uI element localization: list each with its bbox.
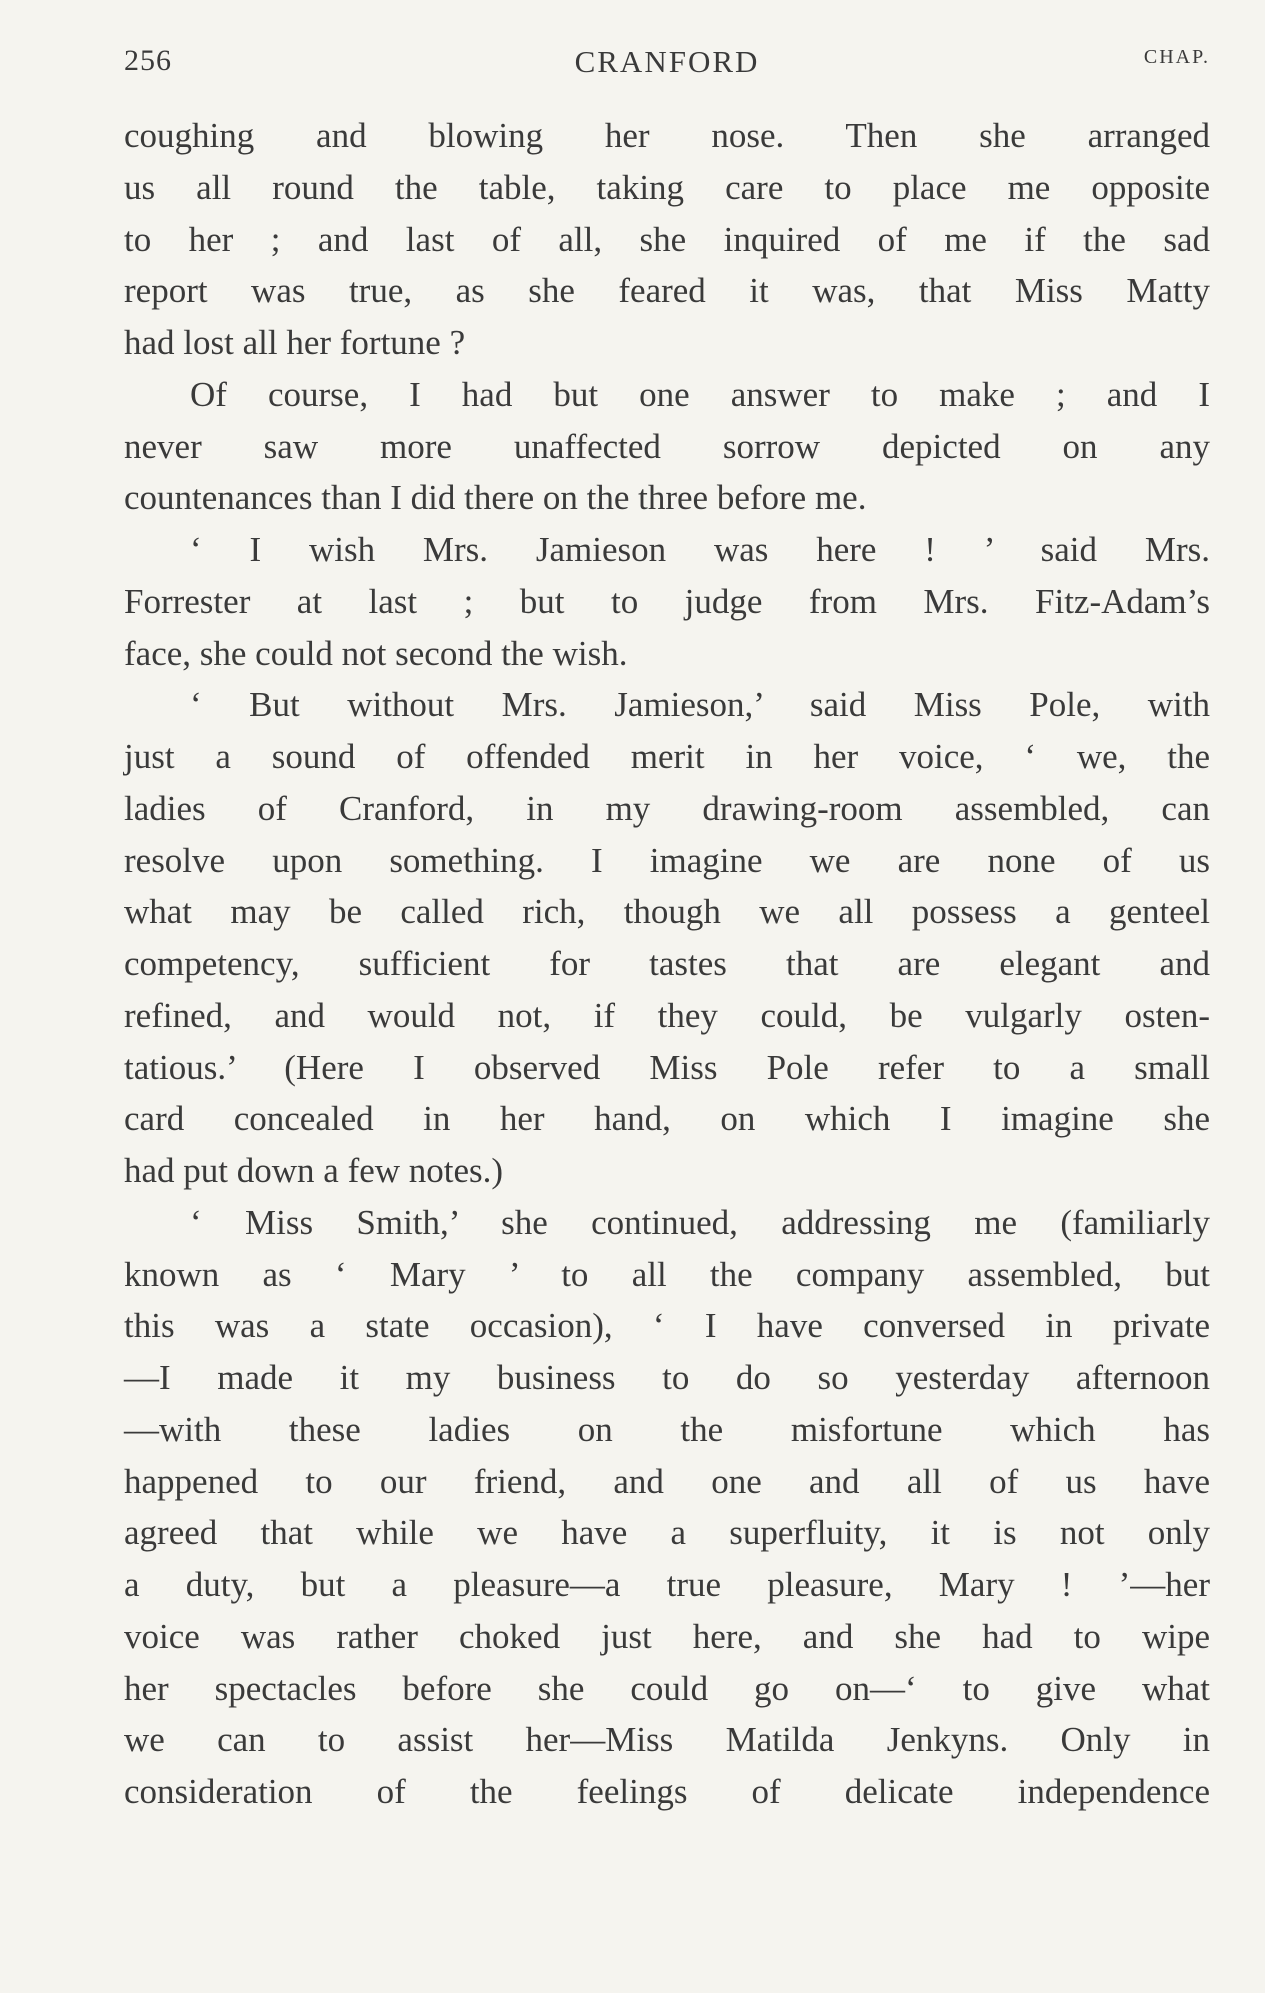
text-line: never saw more unaffected sorrow depicted on any [124, 426, 1210, 466]
text-line: consideration of the feelings of delicate independence [124, 1772, 1210, 1811]
text-line: to her ; and last of all, she inquired of me if the sad [124, 219, 1210, 259]
text-line: coughing and blowing her nose. Then she arranged [124, 116, 1210, 155]
text-line: voice was rather choked just here, and she had to wipe [124, 1616, 1210, 1656]
text-line: card concealed in her hand, on which I imagine she [124, 1099, 1210, 1139]
page-number: 256 [124, 44, 172, 77]
text-line: ‘ Miss Smith,’ she continued, addressing me (familiarly [190, 1202, 1210, 1242]
text-line: what may be called rich, though we all possess a genteel [124, 892, 1210, 932]
text-line: report was true, as she feared it was, that Miss Matty [124, 271, 1210, 311]
text-line: known as ‘ Mary ’ to all the company assembled, but [124, 1254, 1210, 1294]
body-text [124, 110, 1210, 1818]
text-line: agreed that while we have a superfluity, it is not only [124, 1513, 1210, 1553]
text-line: competency, sufficient for tastes that are elegant and [124, 944, 1210, 983]
text-line: —with these ladies on the misfortune which has [124, 1409, 1210, 1449]
text-line: face, she could not second the wish. [124, 633, 628, 673]
running-title: CRANFORD [574, 44, 760, 79]
text-line: happened to our friend, and one and all of us have [124, 1461, 1210, 1501]
chapter-abbrev: CHAP. [1143, 46, 1210, 68]
text-line: this was a state occasion), ‘ I have conversed in private [124, 1306, 1210, 1346]
text-line: had put down a few notes.) [124, 1151, 504, 1190]
text-line: just a sound of offended merit in her voice, ‘ we, the [124, 737, 1210, 776]
text-line: ladies of Cranford, in my drawing-room assembled, can [124, 788, 1210, 828]
text-line: had lost all her fortune ? [124, 323, 466, 362]
text-line: ‘ I wish Mrs. Jamieson was here ! ’ said Mrs. [190, 530, 1210, 569]
text-line: her spectacles before she could go on—‘ to give what [124, 1668, 1210, 1708]
text-line: Of course, I had but one answer to make ; and I [190, 374, 1210, 414]
text-line: ‘ But without Mrs. Jamieson,’ said Miss Pole, with [190, 685, 1210, 725]
text-line: countenances than I did there on the three before me. [124, 478, 867, 518]
text-line: us all round the table, taking care to place me opposite [124, 167, 1210, 207]
text-line: we can to assist her—Miss Matilda Jenkyns. Only in [124, 1720, 1210, 1760]
text-line: a duty, but a pleasure—a true pleasure, Mary ! ’—her [124, 1565, 1210, 1604]
text-line: —I made it my business to do so yesterday afternoon [124, 1358, 1210, 1397]
text-line: Forrester at last ; but to judge from Mrs. Fitz-Adam’s [124, 581, 1210, 621]
text-line: resolve upon something. I imagine we are none of us [124, 840, 1210, 880]
text-line: tatious.’ (Here I observed Miss Pole refer to a small [124, 1047, 1210, 1087]
text-line: refined, and would not, if they could, be vulgarly osten- [124, 995, 1210, 1035]
running-head [124, 44, 1210, 84]
